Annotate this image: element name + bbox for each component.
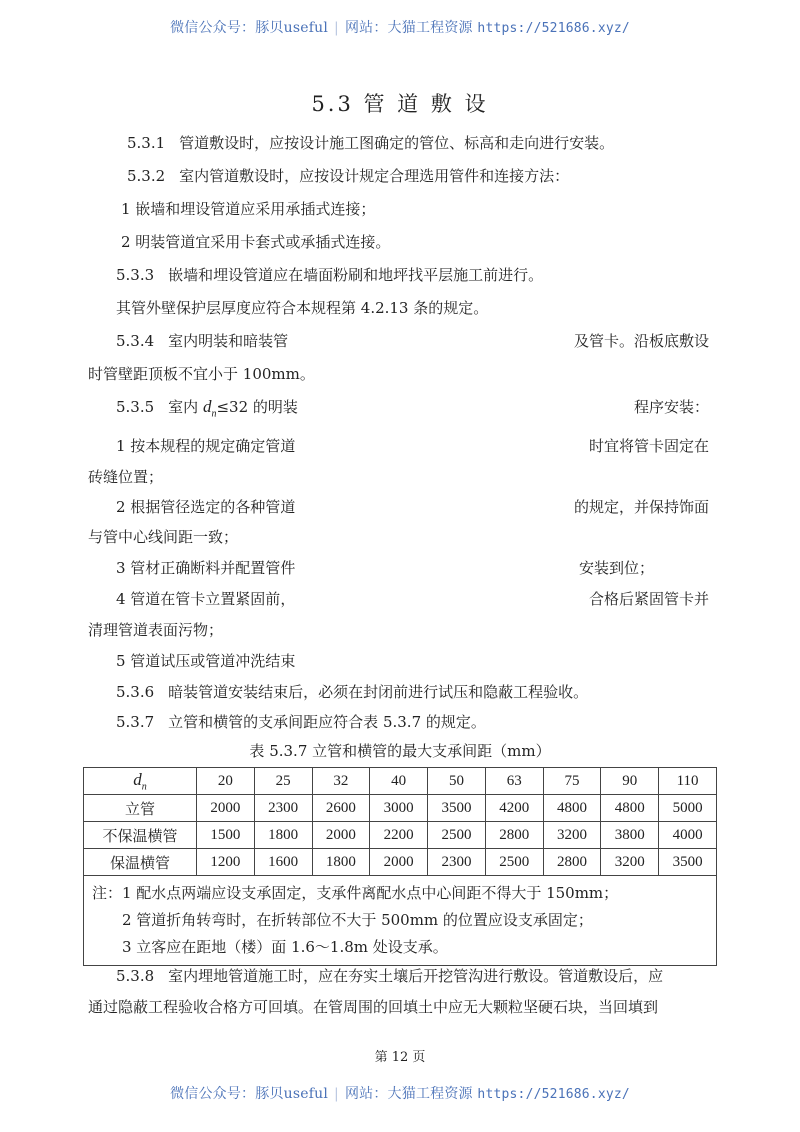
header-cell: 75 [543,768,601,795]
clause-text: 立管和横管的支承间距应符合表 5.3.7 的规定。 [168,713,486,731]
watermark-top [0,17,800,37]
table-cell: 2300 [428,849,486,876]
dn-subscript: n [141,781,147,793]
paragraph-5-3-1 [127,133,614,153]
clause-number: 5.3.8 [116,967,155,985]
paragraph-5-3-8 [116,966,663,986]
table-cell: 3500 [428,795,486,822]
table-note: 3 立客应在距地（楼）面 1.6～1.8m 处设支承。 [122,938,448,956]
table-cell: 1800 [312,849,370,876]
watermark-separator: | [334,20,339,36]
header-cell: 20 [197,768,255,795]
table-notes-row [84,876,717,966]
clause-number: 5.3.7 [116,713,155,731]
paragraph-5-3-5 [116,397,298,424]
table-note: 2 管道折角转弯时，在折转部位不大于 500mm 的位置应设支承固定； [122,911,593,929]
paragraph-right-fragment: 程序安装： [633,398,709,416]
header-cell: 90 [601,768,659,795]
watermark-site: 网站：大猫工程资源 [344,1086,473,1102]
list-item-right-fragment: 时宜将管卡固定在 [588,437,709,455]
clause-text: 暗装管道安装结束后，必须在封闭前进行试压和隐蔽工程验收。 [168,683,589,701]
paragraph-5-3-3 [116,265,543,285]
dn-symbol [202,397,217,420]
row-label: 不保温横管 [84,822,197,849]
clause-number: 5.3.1 [127,134,166,152]
table-cell: 2800 [543,849,601,876]
header-dn [84,768,197,795]
table-cell: 5000 [659,795,717,822]
table-row [84,822,717,849]
list-item: 5 管道试压或管道冲洗结束 [116,652,296,670]
row-label: 立管 [84,795,197,822]
clause-number: 5.3.2 [127,167,166,185]
table-cell: 4800 [543,795,601,822]
header-cell: 25 [254,768,312,795]
list-item: 3 管材正确断料并配置管件 [116,559,296,577]
clause-number: 5.3.6 [116,683,155,701]
table-cell: 2600 [312,795,370,822]
clause-text: 嵌墙和埋设管道应在墙面粉刷和地坪找平层施工前进行。 [168,266,544,284]
page-number: 第 12 页 [374,1050,426,1065]
table-cell: 1500 [197,822,255,849]
clause-text: 室内明装和暗装管 [168,332,289,350]
table-cell: 2000 [197,795,255,822]
clause-text: 室内 [168,398,199,416]
table-cell: 2000 [312,822,370,849]
watermark-wechat: 微信公众号：豚贝useful [170,1086,329,1102]
table-cell: 1200 [197,849,255,876]
clause-text: 室内管道敷设时，应按设计规定合理选用管件和连接方法： [179,167,570,185]
table-row [84,849,717,876]
table-cell: 3200 [543,822,601,849]
section-title: 5.3 管 道 敷 设 [311,92,489,116]
table-cell: 1600 [254,849,312,876]
clause-number: 5.3.4 [116,332,155,350]
table-cell: 2500 [428,822,486,849]
watermark-site: 网站：大猫工程资源 [344,20,473,36]
list-item: 1 嵌墙和埋设管道应采用承插式连接； [121,200,376,218]
table-cell: 3000 [370,795,428,822]
header-cell: 50 [428,768,486,795]
table-cell: 1800 [254,822,312,849]
table-cell: 4800 [601,795,659,822]
clause-text: 室内埋地管道施工时，应在夯实土壤后开挖管沟进行敷设。管道敷设后，应 [168,967,664,985]
paragraph-right-fragment: 及管卡。沿板底敷设 [573,332,709,350]
list-item: 2 明装管道宜采用卡套式或承插式连接。 [121,233,391,251]
list-item: 1 按本规程的规定确定管道 [116,437,296,455]
paragraph-5-3-6 [116,682,588,702]
clause-text: ≤32 的明装 [216,398,298,416]
support-spacing-table [83,767,717,966]
list-item-continuation: 砖缝位置； [88,468,164,486]
clause-text: 管道敷设时，应按设计施工图确定的管位、标高和走向进行安装。 [179,134,615,152]
header-cell: 32 [312,768,370,795]
paragraph-5-3-4 [116,331,288,351]
row-label: 保温横管 [84,849,197,876]
watermark-url[interactable]: https://521686.xyz/ [477,21,630,36]
table-cell: 2000 [370,849,428,876]
dn-d: d [202,397,212,416]
table-cell: 3200 [601,849,659,876]
table-cell: 2500 [485,849,543,876]
list-item: 4 管道在管卡立置紧固前， [116,590,296,608]
table-cell: 2300 [254,795,312,822]
list-item-right-fragment: 安装到位； [578,559,654,577]
list-item: 2 根据管径选定的各种管道 [116,498,296,516]
list-item-continuation: 与管中心线间距一致； [88,528,239,546]
table-notes [84,876,717,966]
header-cell: 110 [659,768,717,795]
table-cell: 2800 [485,822,543,849]
table-cell: 4200 [485,795,543,822]
paragraph-5-3-2 [127,166,569,186]
watermark-separator: | [334,1086,339,1102]
table-cell: 4000 [659,822,717,849]
table-caption: 表 5.3.7 立管和横管的最大支承间距（mm） [249,742,551,760]
dn-d: d [133,769,142,789]
table-cell: 3800 [601,822,659,849]
clause-number: 5.3.5 [116,398,155,416]
table-cell: 2200 [370,822,428,849]
paragraph-continuation: 其管外壁保护层厚度应符合本规程第 4.2.13 条的规定。 [116,299,489,317]
watermark-wechat: 微信公众号：豚贝useful [170,20,329,36]
watermark-url[interactable]: https://521686.xyz/ [477,1087,630,1102]
table-cell: 3500 [659,849,717,876]
header-cell: 63 [485,768,543,795]
paragraph-continuation: 时管壁距顶板不宜小于 100mm。 [88,365,315,383]
list-item-continuation: 清理管道表面污物； [88,621,224,639]
watermark-bottom [0,1083,800,1103]
header-cell: 40 [370,768,428,795]
table-header-row [84,768,717,795]
paragraph-continuation: 通过隐蔽工程验收合格方可回填。在管周围的回填土中应无大颗粒坚硬石块，当回填到 [88,998,659,1016]
paragraph-5-3-7 [116,712,486,732]
table-note: 注：1 配水点两端应设支承固定，支承件离配水点中心间距不得大于 150mm； [92,884,619,902]
dn-subscript: n [211,408,217,420]
table-row [84,795,717,822]
list-item-right-fragment: 的规定，并保持饰面 [573,498,709,516]
list-item-right-fragment: 合格后紧固管卡并 [588,590,709,608]
clause-number: 5.3.3 [116,266,155,284]
